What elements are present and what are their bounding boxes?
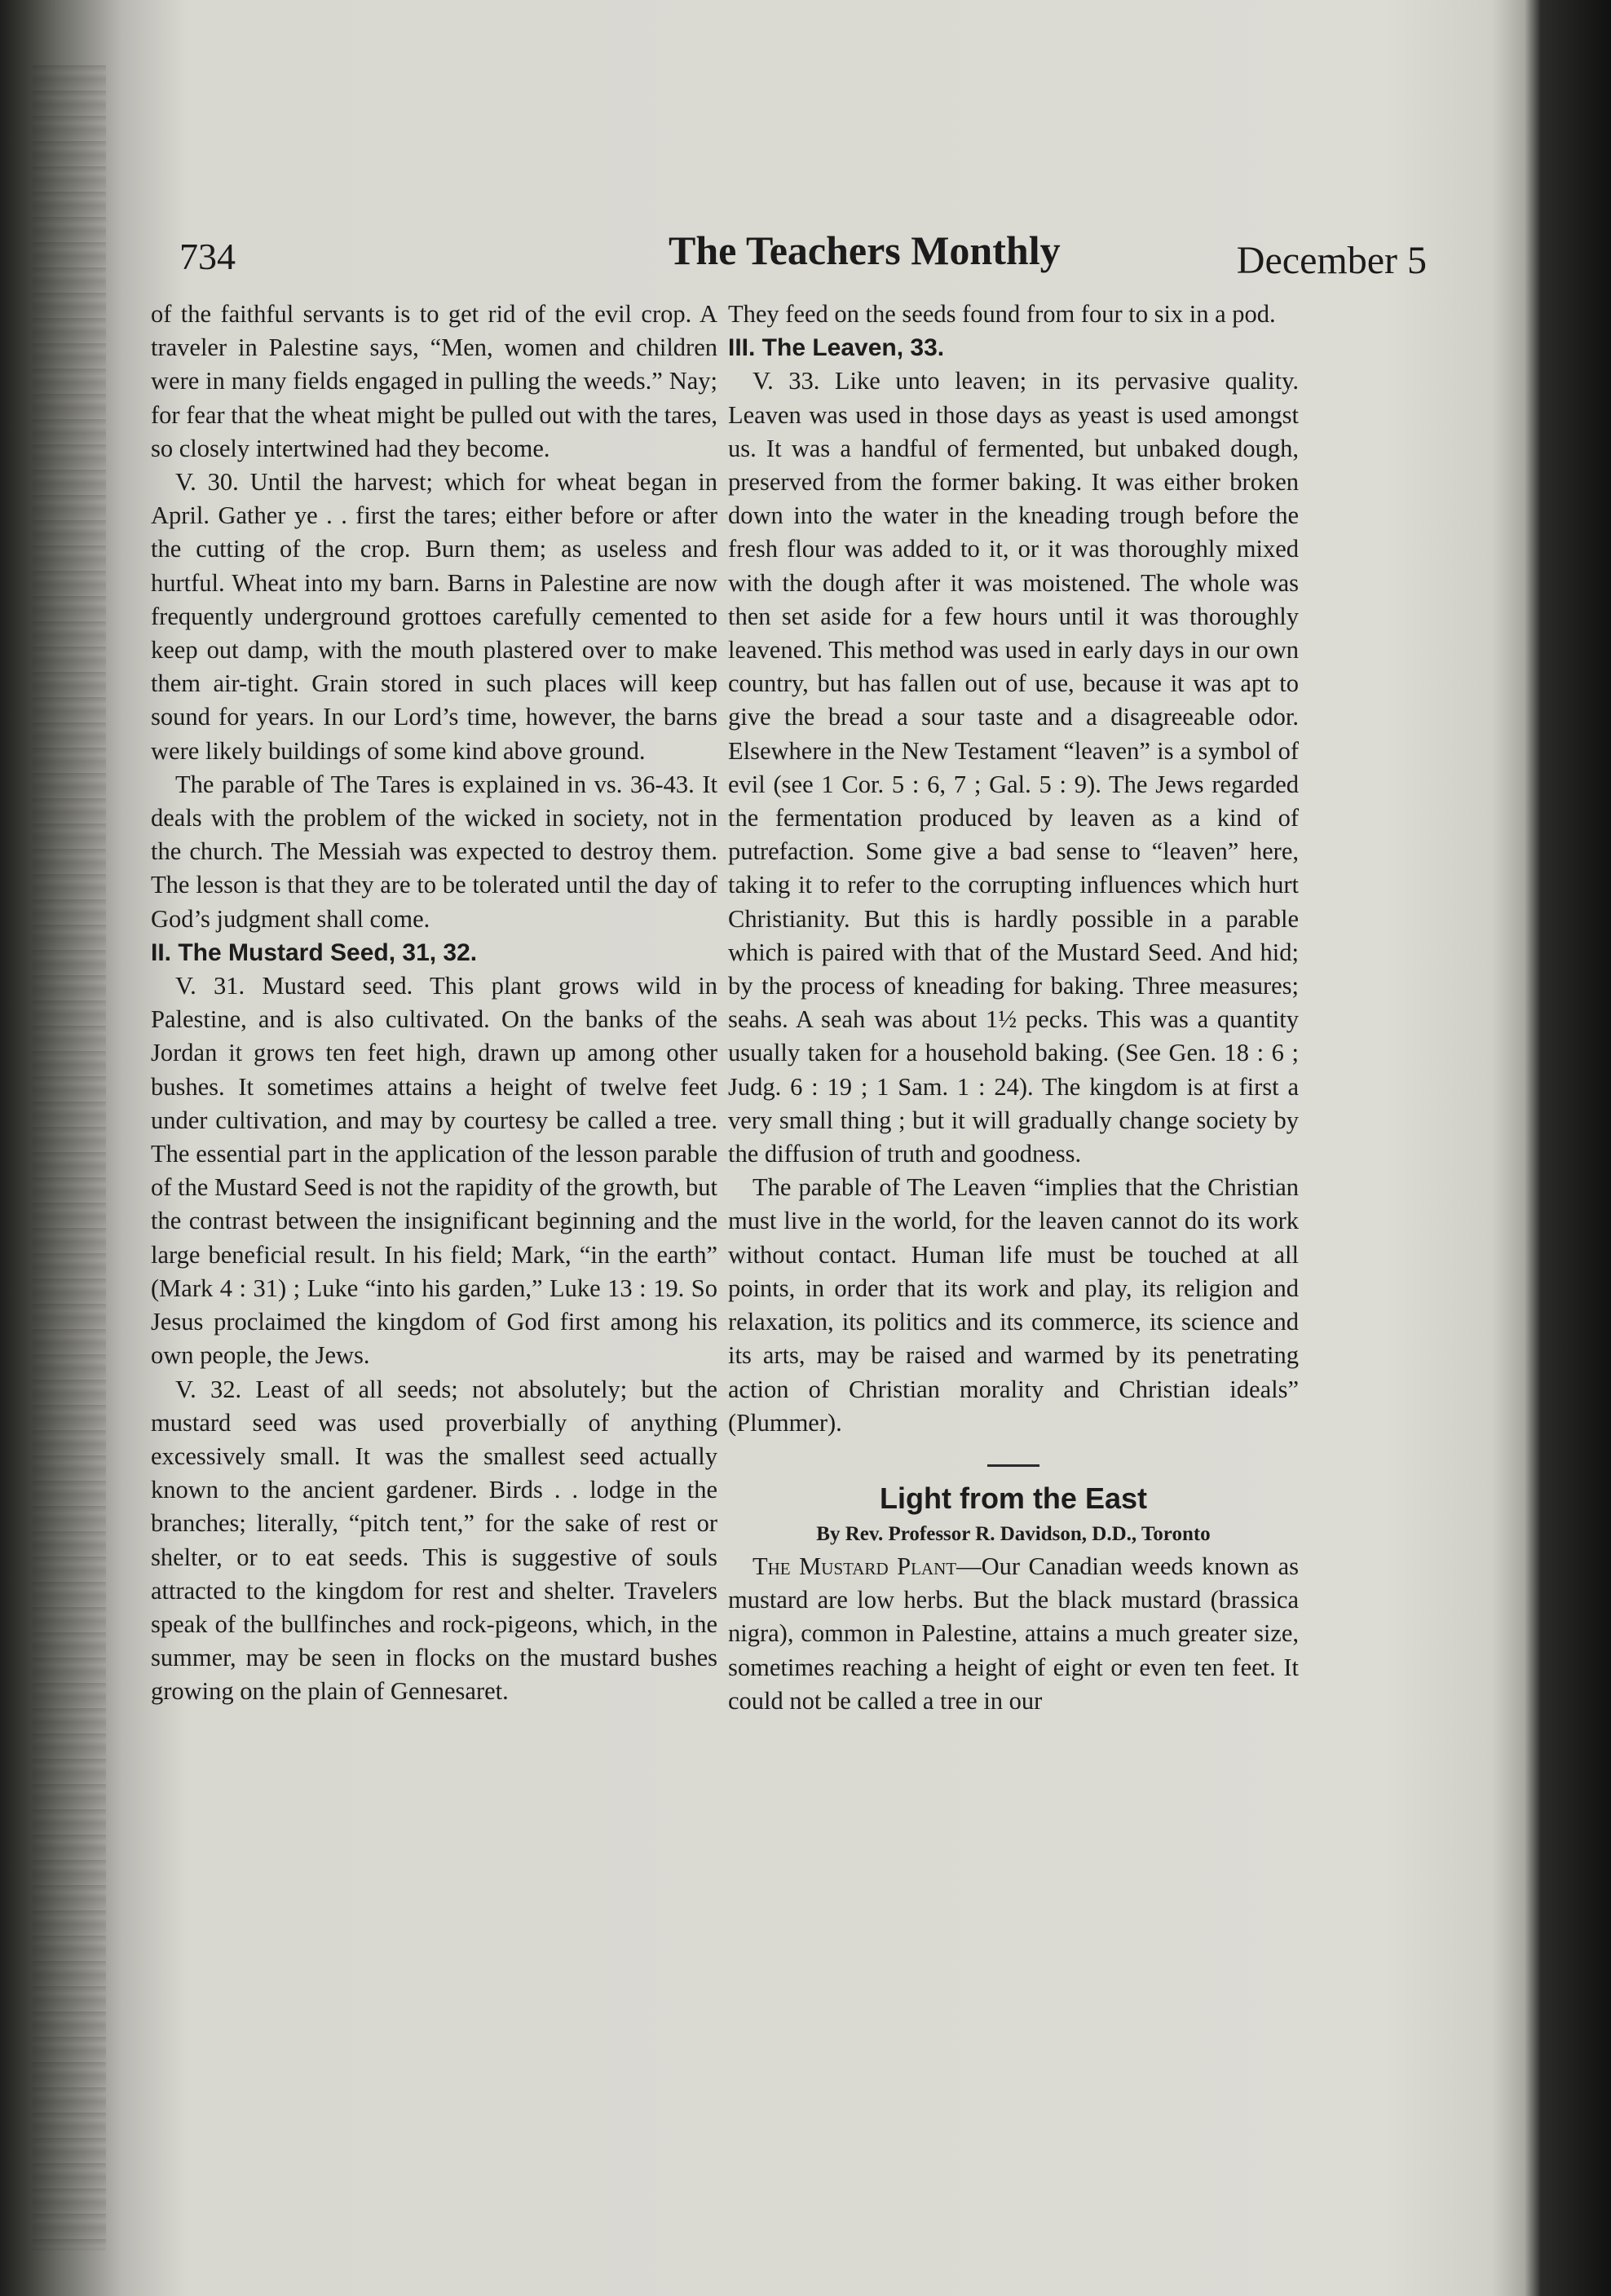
issue-month: December 5	[1236, 239, 1427, 282]
paragraph: V. 30. Until the harvest; which for wheat began in April. Gather ye . . first the tares; either before or after the cutting of the crop. Burn them; as useless and hurtful. Wheat into my barn. Barns in Palestine are now frequently underground grottoes carefully cemented to keep out damp, with the mouth plastered over to make them air-tight. Grain stored in such places will keep sound for years. In our Lord’s time, however, the barns were likely buildings of some kind above ground.	[151, 468, 717, 765]
page-number: 734	[179, 236, 236, 277]
book-gutter	[33, 65, 106, 2250]
paragraph: of the faithful servants is to get rid of the evil crop. A traveler in Palestine says, “Men, women and children were in many fields engaged in pulling the weeds.” Nay; for fear that the wheat might be pulled out with the tares, so closely intertwined had they become.	[151, 300, 717, 462]
paragraph: V. 33. Like unto leaven; in its pervasive quality. Leaven was used in those days as yeast is used amongst us. It was a handful of fermented, but unbaked dough, preserved from the former baking. It was either broken down into the water in the kneading trough before the fresh flour was added to it, or it was thoroughly mixed with the dough after it was moistened. The whole was then set aside for a few hours until it was thoroughly leavened. This method was used in early days in our own country, but has fallen out of use, because it was apt to give the bread a sour taste and a disagreeable odor. Elsewhere in the New Testament “leaven” is a symbol of evil (see 1 Cor. 5 : 6, 7 ; Gal. 5 : 9). The Jews regarded the fermentation produced by leaven as a kind of putrefaction. Some give a bad sense to “leaven” here, taking it to refer to the corrupting influences which hurt Christianity. But this is hardly possible in a parable which is paired with that of the Mustard Seed. And hid; by the process of kneading for baking. Three measures; seahs. A seah was about 1½ pecks. This was a quantity usually taken for a household baking. (See Gen. 18 : 6 ; Judg. 6 : 19 ; 1 Sam. 1 : 24). The kingdom is at first a very small thing ; but it will gradually change society by the diffusion of truth and goodness.	[728, 367, 1299, 1168]
paragraph: V. 31. Mustard seed. This plant grows wild in Palestine, and is also cultivated. On the banks of the Jordan it grows ten feet high, drawn up among other bushes. It sometimes attains a height of twelve feet under cultivation, and may by courtesy be called a tree. The essential part in the application of the lesson parable of the Mustard Seed is not the rapidity of the growth, but the contrast between the insignificant beginning and the large beneficial result. In his field; Mark, “in the earth” (Mark 4 : 31) ; Luke “into his garden,” Luke 13 : 19. So Jesus proclaimed the kingdom of God first among his own people, the Jews.	[151, 972, 717, 1370]
section-divider	[987, 1464, 1039, 1467]
paragraph: V. 32. Least of all seeds; not absolutely; but the mustard seed was used proverbially of anything excessively small. It was the smallest seed actually known to the ancient gardener. Birds . . lodge in the branches; literally, “pitch tent,” for the sake of rest or shelter, or to eat seeds. This is suggestive of souls attracted to the kingdom for rest and shelter. Travelers speak of the bullfinches and rock-pigeons, which, in the summer, may be seen in flocks on the mustard bushes growing on the plain of Gennesaret.	[151, 1375, 717, 1706]
section-heading: II. The Mustard Seed, 31, 32.	[151, 938, 478, 966]
paragraph: The parable of The Leaven “implies that the Christian must live in the world, for the leaven cannot do its work without contact. Human life must be touched at all points, in order that its work and play, its religion and relaxation, its politics and its commerce, its science and its arts, may be raised and warmed by its penetrating action of Christian morality and Christian ideals” (Plummer).	[728, 1173, 1299, 1437]
paragraph	[728, 1550, 1299, 1718]
paragraph: They feed on the seeds found from four to six in a pod.	[728, 300, 1276, 328]
section-heading: III. The Leaven, 33.	[728, 334, 945, 362]
journal-title: The Teachers Monthly	[669, 227, 1061, 273]
paragraph: The parable of The Tares is explained in vs. 36-43. It deals with the problem of the wicked in society, not in the church. The Messiah was expected to destroy them. The lesson is that they are to be tolerated until the day of God’s judgment shall come.	[151, 770, 717, 933]
right-column	[728, 298, 1299, 1718]
section-title: Light from the East	[879, 1481, 1147, 1515]
byline: By Rev. Professor R. Davidson, D.D., Toronto	[816, 1522, 1211, 1545]
paragraph-text: —Our Canadian weeds known as mustard are low herbs. But the black mustard (brassica nigra), common in Palestine, attains a much greater size, sometimes reaching a height of eight or even ten feet. It could not be called a tree in our	[728, 1552, 1299, 1715]
left-column	[151, 298, 717, 1709]
running-header	[179, 227, 1427, 284]
lead-in: The Mustard Plant	[753, 1552, 957, 1580]
